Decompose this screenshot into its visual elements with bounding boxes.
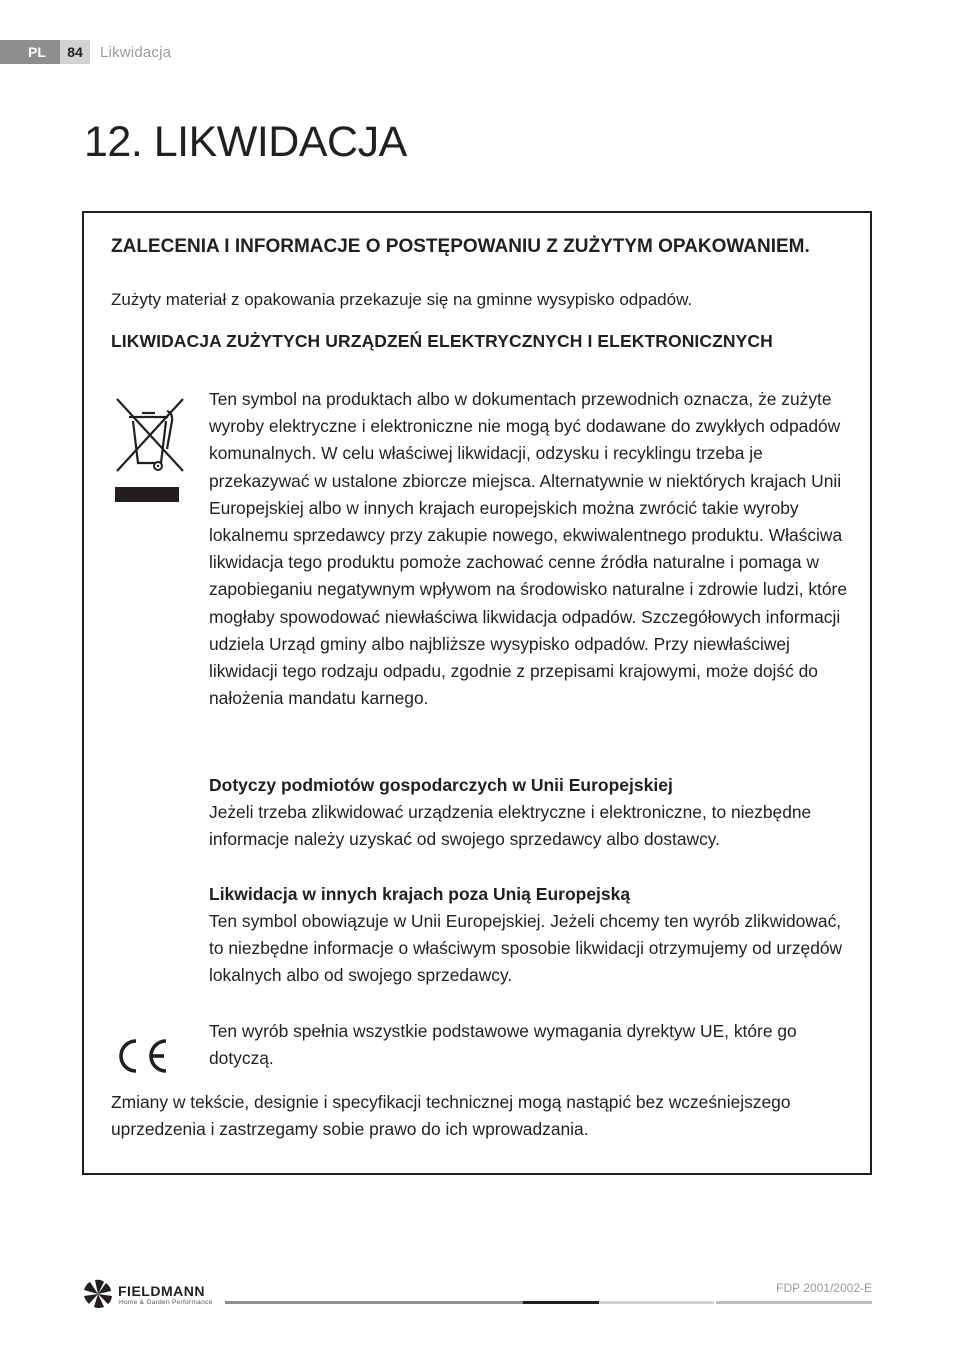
footer-bar-light: [599, 1301, 714, 1304]
language-badge: PL: [0, 40, 60, 64]
footer-bar-black: [523, 1301, 599, 1304]
ce-text: Ten wyrób spełnia wszystkie podstawowe wymagania dyrektyw UE, które go dotyczą.: [209, 1021, 797, 1069]
eu-business-text: Jeżeli trzeba zlikwidować urządzenia elektryczne i elektroniczne, to niezbędne informacje należy uzyskać od swojego sprzedawcy albo dostawcy.: [209, 802, 812, 850]
page-header: [0, 40, 171, 64]
packaging-text: Zużyty materiał z opakowania przekazuje się na gminne wysypisko odpadów.: [111, 290, 693, 309]
page-title: 12. LIKWIDACJA: [84, 118, 407, 166]
weee-text: Ten symbol na produktach albo w dokumentach przewodnich oznacza, że zużyte wyroby elektryczne i elektroniczne nie mogą być dodawane do zwykłych odpadów komunalnych. W celu właściwej likwidacji, odzysku i recyklingu trzeba je przekazywać w ustalone zbiorcze miejsca. Alternatywnie w niektórych krajach Unii Europejskiej albo w innych krajach europejskich można zwrócić takie wyroby lokalnemu sprzedawcy przy zakupie nowego, ekwiwalentnego produktu. Właściwa likwidacja tego produktu pomoże zachować cenne źródła naturalne i pomaga w zapobieganiu negatywnym wpływom na środowisko naturalne i zdrowie ludzi, które mogłaby spowodować niewłaściwa likwidacja odpadów. Szczegółowych informacji udziela Urząd gminy albo najbliższe wysypisko odpadów. Przy niewłaściwej likwidacji tego rodzaju odpadu, zgodnie z przepisami krajowymi, może dojść do nałożenia mandatu karnego.: [209, 389, 847, 709]
section-name: Likwidacja: [100, 43, 172, 61]
crossed-out-wheelie-bin-icon: [109, 389, 189, 503]
disposal-info-box: [82, 211, 872, 1175]
weee-heading: LIKWIDACJA ZUŻYTYCH URZĄDZEŃ ELEKTRYCZNYCH I ELEKTRONICZNYCH: [111, 331, 773, 351]
packaging-heading: ZALECENIA I INFORMACJE O POSTĘPOWANIU Z ZUŻYTYM OPAKOWANIEM.: [111, 236, 810, 257]
disclaimer-text: Zmiany w tekście, designie i specyfikacji technicznej mogą nastąpić bez wcześniejszego uprzedzenia i zastrzegamy sobie prawo do ich wprowadzania.: [111, 1092, 791, 1140]
ce-mark-icon: [111, 1036, 171, 1076]
non-eu-text: Ten symbol obowiązuje w Unii Europejskiej. Jeżeli chcemy ten wyrób zlikwidować, to niezbędne informacje o właściwym sposobie likwidacji otrzymujemy od urzędów lokalnych albo od swojego sprzedawcy.: [209, 911, 843, 986]
eu-business-heading: Dotyczy podmiotów gospodarczych w Unii Europejskiej: [209, 775, 673, 795]
non-eu-heading: Likwidacja w innych krajach poza Unią Europejską: [209, 884, 631, 904]
footer-bar-mid: [716, 1301, 872, 1304]
footer-bar-gray: [225, 1301, 523, 1304]
brand-name: FIELDMANN: [118, 1283, 205, 1299]
brand-tagline: Home & Garden Performance: [119, 1299, 213, 1306]
page-number: 84: [60, 40, 90, 64]
model-number: FDP 2001/2002-E: [776, 1281, 872, 1295]
